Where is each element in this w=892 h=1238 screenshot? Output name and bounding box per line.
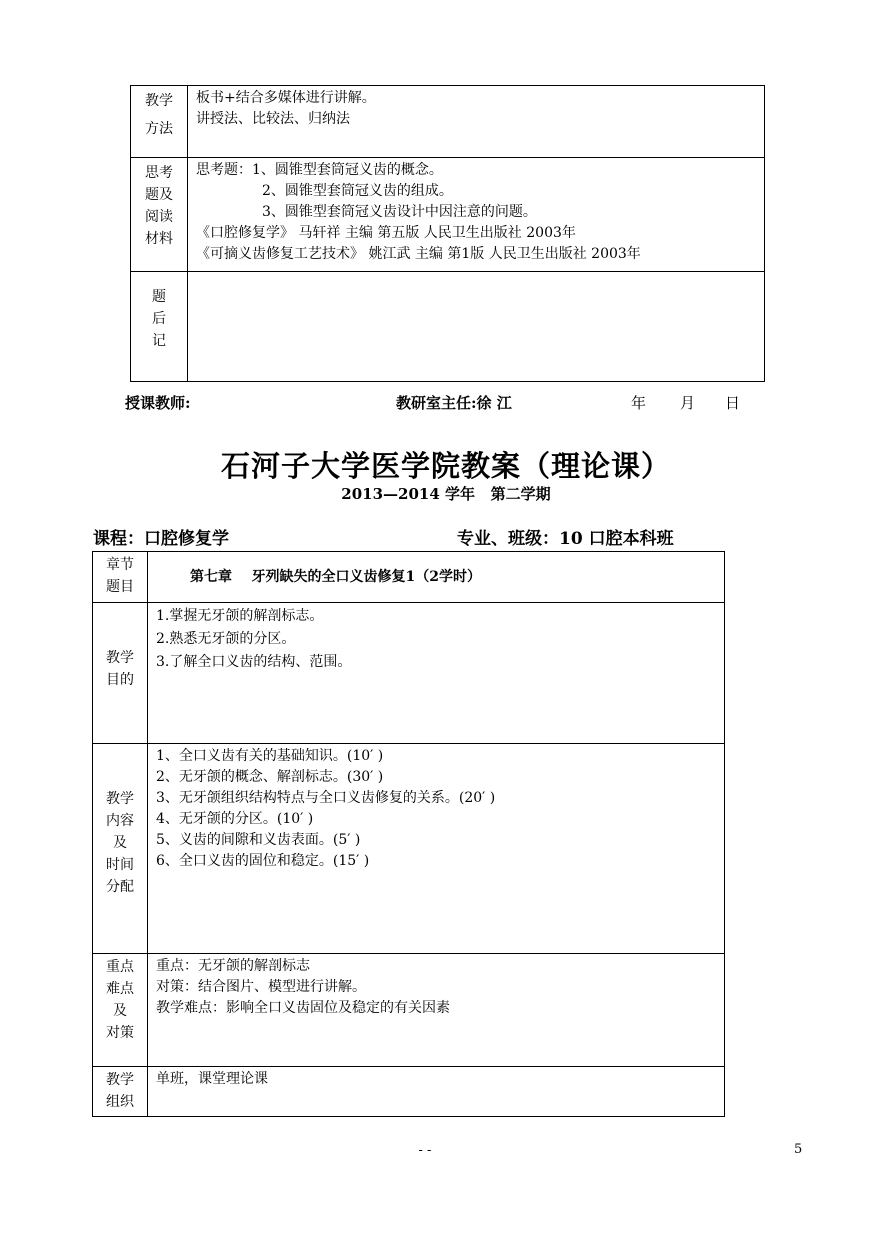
label-line: 及 <box>113 835 127 851</box>
major-class-label: 专业、班级：10 口腔本科班 <box>457 529 674 549</box>
text-line: 3、无牙颌组织结构特点与全口义齿修复的关系。(20′ ) <box>156 790 496 806</box>
text-line: 讲授法、比较法、归纳法 <box>196 111 350 127</box>
table-row <box>131 158 765 272</box>
text-line: 5、义齿的间隙和义齿表面。(5′ ) <box>156 832 361 848</box>
year-label: 年 <box>631 394 647 412</box>
label-line: 重点 <box>106 959 134 975</box>
teaching-method-content <box>188 86 765 158</box>
row-label-teaching-method <box>131 86 188 158</box>
main-lesson-table <box>92 551 725 1117</box>
content-schedule <box>148 744 725 954</box>
label-line: 内容 <box>106 813 134 829</box>
label-line: 方法 <box>145 121 173 137</box>
page-subtitle: 2013—2014 学年 第二学期 <box>341 485 551 503</box>
label-line: 材料 <box>145 231 173 247</box>
label-line: 难点 <box>106 981 134 997</box>
label-line: 记 <box>152 333 166 349</box>
label-line: 题及 <box>145 187 173 203</box>
table-row <box>93 954 725 1067</box>
text-line: 板书+结合多媒体进行讲解。 <box>196 90 376 106</box>
text-line: 对策：结合图片、模型进行讲解。 <box>156 979 366 995</box>
keypoints-label <box>93 954 148 1067</box>
text-line: 单班，课堂理论课 <box>156 1071 268 1087</box>
page-number: 5 <box>794 1142 803 1157</box>
label-line: 分配 <box>106 879 134 895</box>
label-line: 教学 <box>106 791 134 807</box>
label-line: 章节 <box>106 557 134 573</box>
teacher-signature-label: 授课教师: <box>125 394 191 412</box>
text-line: 6、全口义齿的固位和稳定。(15′ ) <box>156 853 370 869</box>
label-line: 题 <box>152 289 166 305</box>
text-line: 4、无牙颌的分区。(10′ ) <box>156 811 314 827</box>
text-line: 1、全口义齿有关的基础知识。(10′ ) <box>156 748 384 764</box>
table-row <box>93 603 725 744</box>
text-line: 3、圆锥型套筒冠义齿设计中因注意的问题。 <box>262 204 537 220</box>
table-row <box>131 272 765 382</box>
footer-center-mark: - - <box>418 1143 432 1158</box>
table-row <box>93 552 725 603</box>
reading-materials-content <box>188 158 765 272</box>
text-line: 3.了解全口义齿的结构、范围。 <box>156 654 352 670</box>
label-line: 组织 <box>106 1094 134 1110</box>
text-line: 《口腔修复学》 马轩祥 主编 第五版 人民卫生出版社 2003年 <box>196 225 576 241</box>
course-label: 课程：口腔修复学 <box>93 529 229 549</box>
text-line: 《可摘义齿修复工艺技术》 姚江武 主编 第1版 人民卫生出版社 2003年 <box>196 246 641 262</box>
text-line: 2.熟悉无牙颌的分区。 <box>156 631 296 647</box>
chapter-label <box>93 552 148 603</box>
objectives-content <box>148 603 725 744</box>
text-line: 重点：无牙颌的解剖标志 <box>156 958 310 974</box>
director-signature-label: 教研室主任:徐 江 <box>396 394 512 412</box>
organization-label <box>93 1067 148 1117</box>
text-line: 教学难点：影响全口义齿固位及稳定的有关因素 <box>156 1000 450 1016</box>
day-label: 日 <box>725 394 741 412</box>
label-line: 目的 <box>106 672 134 688</box>
label-line: 思考 <box>145 165 173 181</box>
top-lesson-table <box>130 85 765 382</box>
table-row <box>131 86 765 158</box>
text-line: 1.掌握无牙颌的解剖标志。 <box>156 608 324 624</box>
text-line: 2、圆锥型套筒冠义齿的组成。 <box>262 183 453 199</box>
page-title: 石河子大学医学院教案（理论课） <box>220 449 671 483</box>
label-line: 时间 <box>106 857 134 873</box>
label-line: 对策 <box>106 1025 134 1041</box>
label-line: 教学 <box>145 93 173 109</box>
text-line: 思考题：1、圆锥型套筒冠义齿的概念。 <box>196 162 443 178</box>
content-label <box>93 744 148 954</box>
organization-content <box>148 1067 725 1117</box>
row-label-reading-materials <box>131 158 188 272</box>
postscript-content <box>188 272 765 382</box>
text-line: 2、无牙颌的概念、解剖标志。(30′ ) <box>156 769 384 785</box>
keypoints-content <box>148 954 725 1067</box>
objectives-label <box>93 603 148 744</box>
row-label-postscript <box>131 272 188 382</box>
table-row <box>93 1067 725 1117</box>
label-line: 教学 <box>106 650 134 666</box>
label-line: 及 <box>113 1003 127 1019</box>
table-row <box>93 744 725 954</box>
label-line: 题目 <box>106 579 134 595</box>
label-line: 教学 <box>106 1072 134 1088</box>
label-line: 后 <box>152 311 166 327</box>
chapter-title: 第七章 牙列缺失的全口义齿修复1（2学时） <box>148 552 725 603</box>
month-label: 月 <box>680 394 696 412</box>
label-line: 阅读 <box>145 209 173 225</box>
